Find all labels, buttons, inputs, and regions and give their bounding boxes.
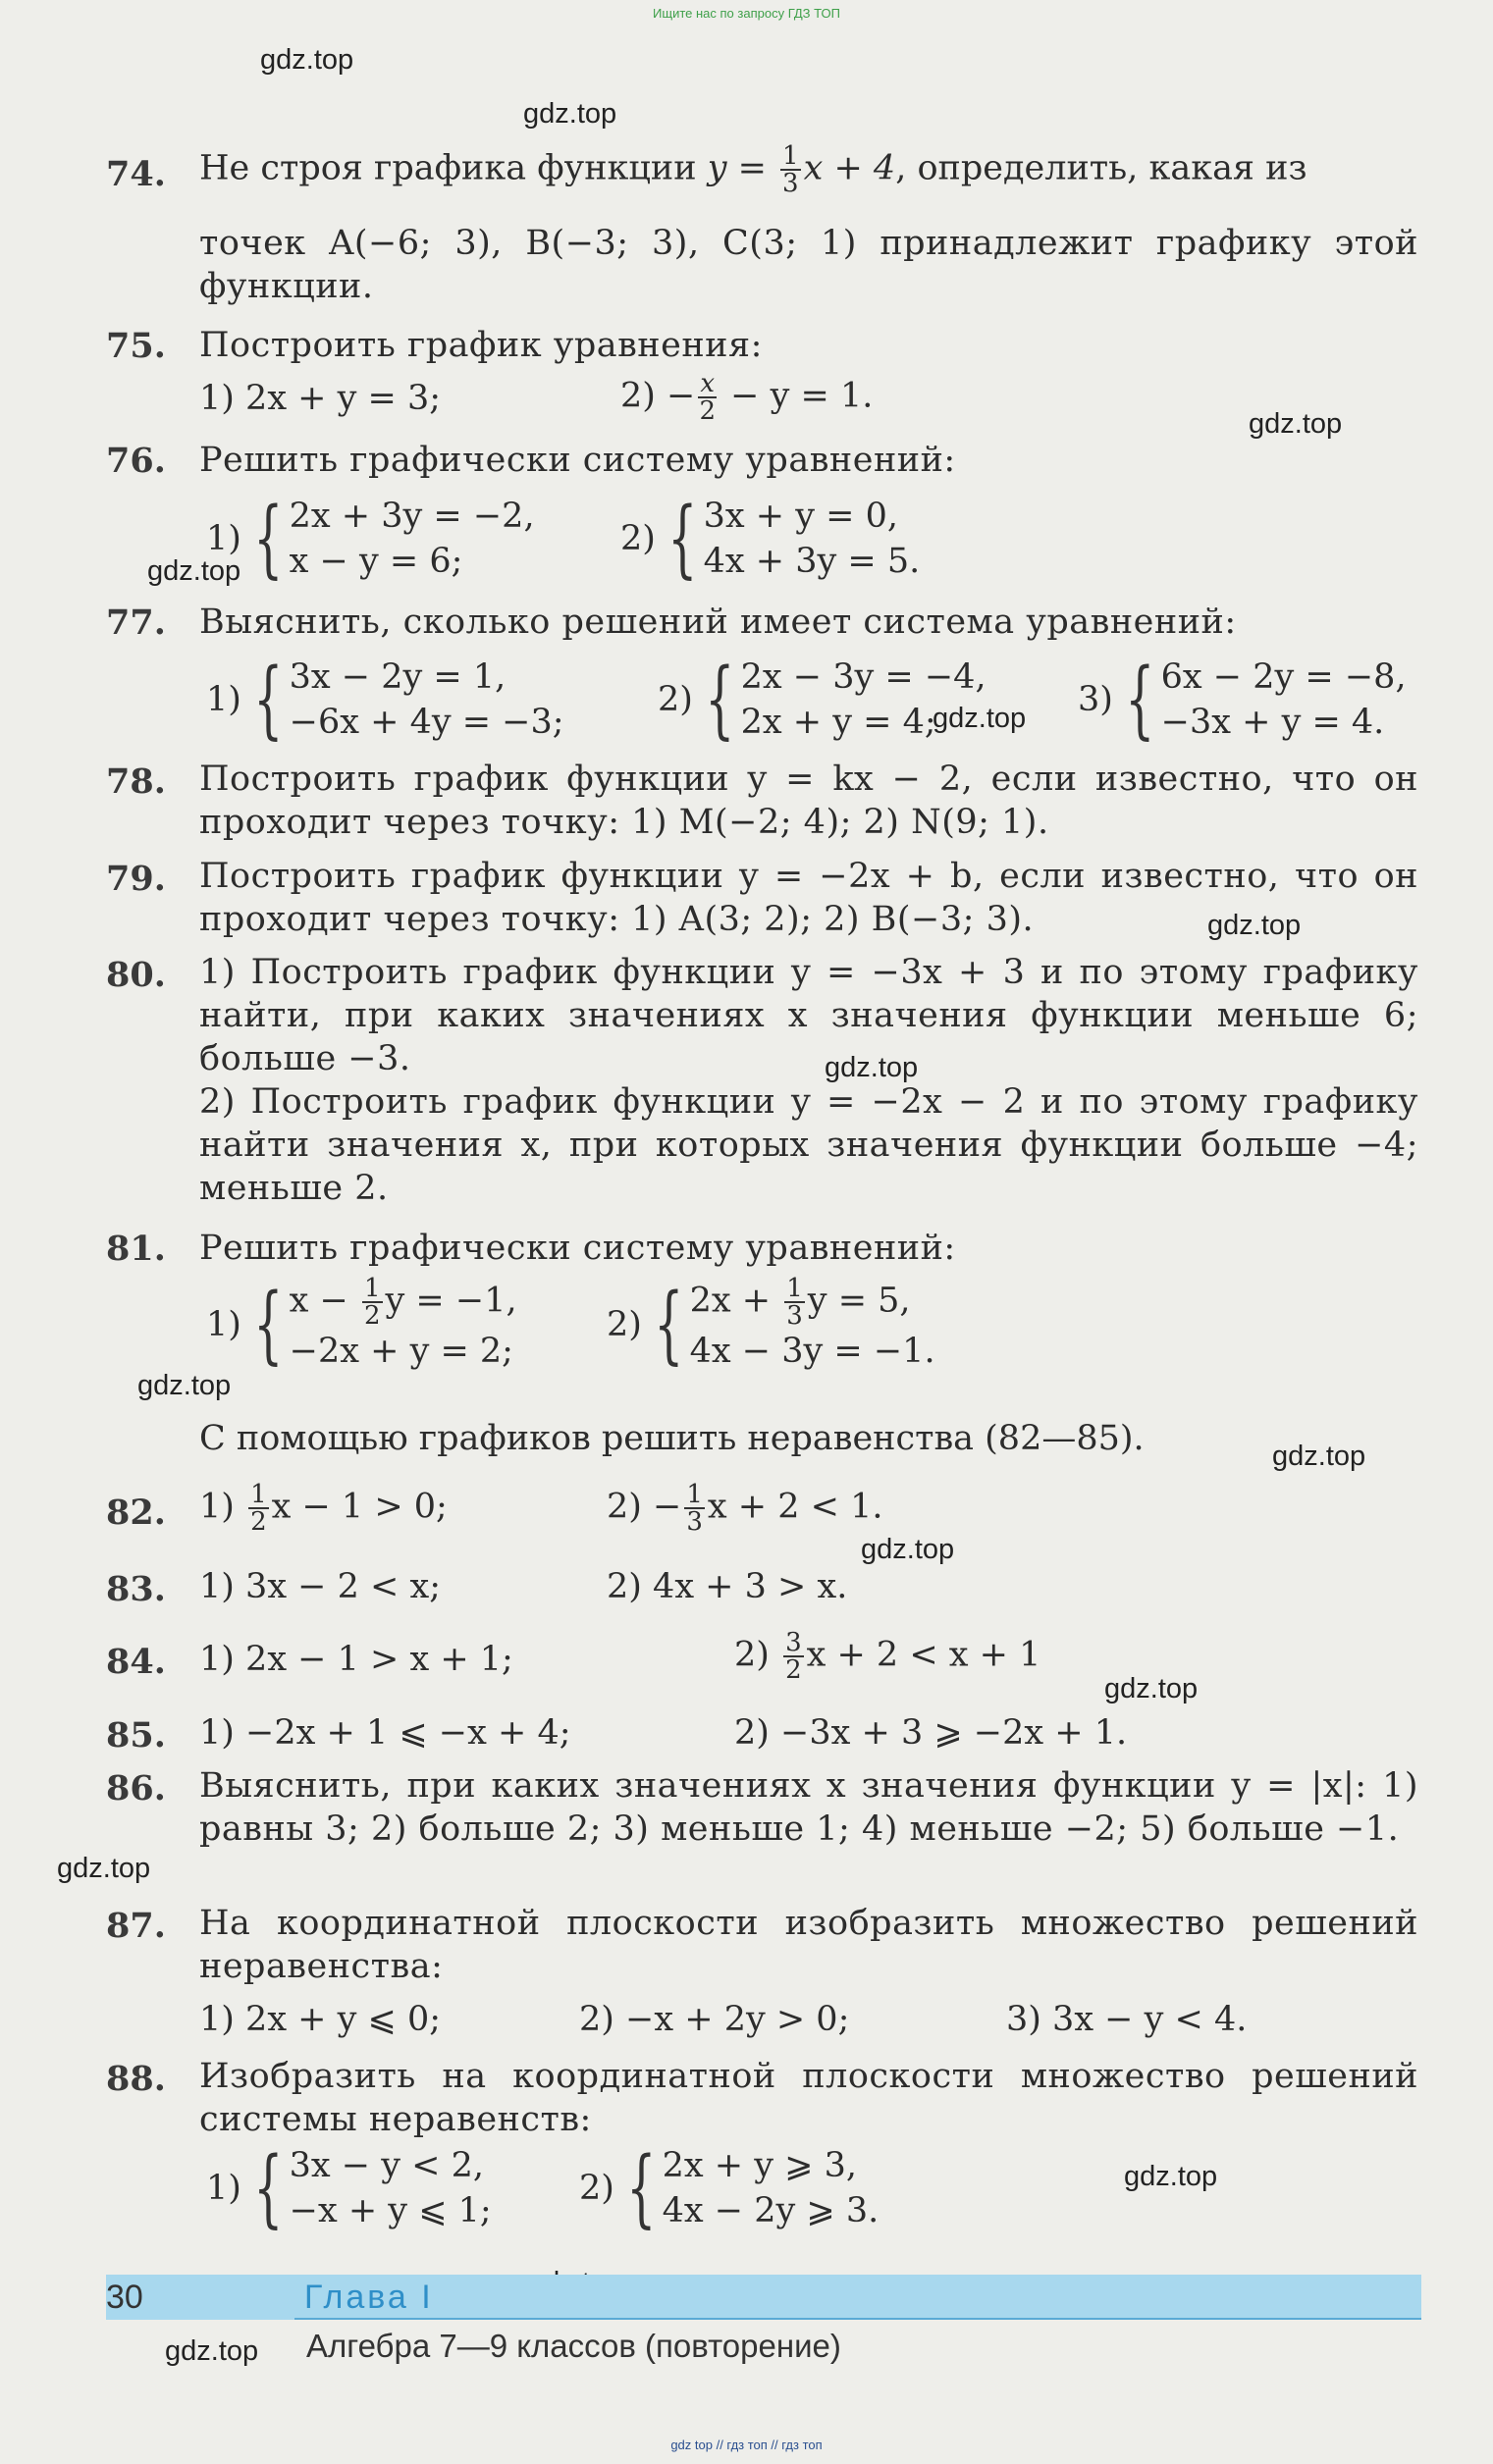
problem-number: 85. [106,1715,166,1756]
problem-85-a: 1) −2x + 1 ⩽ −x + 4; [199,1713,571,1753]
problem-number: 82. [106,1493,166,1533]
watermark: gdz.top [165,2335,259,2367]
system-inequalities: 2) { 2x + y ⩾ 3, 4x − 2y ⩾ 3. [579,2139,880,2237]
system-equations: 2) { 2x − 3y = −4, 2x + y = 4; [658,651,986,749]
problem-74-line1: Не строя графика функции y = $\frac{1}{3}$ x + 4, определить, какая из [199,141,1307,198]
fraction: $\frac{x}{2}$ [699,369,716,426]
problem-87-text: На координатной плоскости изобразить множество решений неравенства: [199,1904,1418,1986]
problem-number: 80. [106,955,166,995]
watermark: gdz.top [260,44,354,76]
problem-84-a: 1) 2x − 1 > x + 1; [199,1640,513,1679]
problem-78-text: Построить график функции y = kx − 2, если известно, что он проходит через точку: 1) M(−2; 4); 2) N(9; 1). [199,760,1418,842]
problem-number: 79. [106,859,166,899]
problem-88-text: Изобразить на координатной плоскости множество решений системы неравенств: [199,2057,1418,2139]
chapter-title: Глава I [304,2279,434,2316]
system-equations: 2) { 2x + $\frac{1}{3}$ y = 5, 4x − 3y = −1. [607,1274,935,1374]
problem-77-text: Выяснить, сколько решений имеет система уравнений: [199,603,1237,642]
problem-76-text: Решить графически систему уравнений: [199,441,956,480]
watermark: gdz.top [1104,1673,1199,1704]
chapter-subtitle: Алгебра 7—9 классов (повторение) [306,2328,841,2364]
problem-82-b: 2) − $\frac{1}{3}$ x + 2 < 1. [607,1480,883,1537]
problem-83-b: 2) 4x + 3 > x. [607,1567,848,1606]
section-heading: С помощью графиков решить неравенства (82—85). [199,1419,1145,1458]
problem-87-c: 3) 3x − y < 4. [1006,2000,1248,2039]
system-equations: 1) { 2x + 3y = −2, x − y = 6; [206,490,535,588]
watermark: gdz.top [523,98,617,130]
problem-number: 87. [106,1906,166,1946]
problem-83-a: 1) 3x − 2 < x; [199,1567,442,1606]
problem-number: 83. [106,1569,166,1609]
problem-74-text: точек A(−6; 3), B(−3; 3), C(3; 1) принадлежит графику этой функции. [199,224,1418,306]
problem-81-text: Решить графически систему уравнений: [199,1229,956,1268]
watermark: gdz.top [825,1052,919,1083]
watermark: gdz.top [1249,408,1343,440]
problem-75-text: Построить график уравнения: [199,326,763,365]
watermark: gdz.top [861,1534,955,1565]
page-number: 30 [106,2279,143,2316]
problem-82-a: 1) $\frac{1}{2}$ x − 1 > 0; [199,1480,448,1537]
problem-80-text-1: 1) Построить график функции y = −3x + 3 и по этому графику найти, при каких значениях x значения функции меньше 6; больше −3. [199,953,1418,1078]
problem-84-b: 2) $\frac{3}{2}$ x + 2 < x + 1 [734,1628,1041,1685]
footer-divider [294,2318,1421,2320]
system-equations: 2) { 3x + y = 0, 4x + 3y = 5. [620,490,921,588]
system-equations: 3) { 6x − 2y = −8, −3x + y = 4. [1078,651,1407,749]
problem-79-text: Построить график функции y = −2x + b, если известно, что он проходит через точку: 1) A(3; 2); 2) B(−3; 3). [199,857,1418,939]
watermark: gdz.top [933,703,1027,734]
problem-number: 75. [106,326,166,366]
top-banner[interactable]: Ищите нас по запросу ГДЗ ТОП [653,6,840,21]
problem-87-a: 1) 2x + y ⩽ 0; [199,2000,442,2039]
problem-85-b: 2) −3x + 3 ⩾ −2x + 1. [734,1713,1128,1753]
problem-number: 81. [106,1229,166,1269]
system-equations: 1) { 3x − 2y = 1, −6x + 4y = −3; [206,651,564,749]
footer-band [106,2275,1421,2320]
problem-number: 76. [106,441,166,481]
problem-75-b: 2) − $\frac{x}{2}$ − y = 1. [620,369,874,426]
watermark: gdz.top [137,1370,232,1401]
watermark: gdz.top [57,1853,151,1884]
bottom-banner[interactable]: gdz top // гдз топ // гдз топ [670,2438,823,2452]
system-inequalities: 1) { 3x − y < 2, −x + y ⩽ 1; [206,2139,492,2237]
problem-87-b: 2) −x + 2y > 0; [579,2000,850,2039]
problem-number: 86. [106,1768,166,1809]
problem-number: 88. [106,2059,166,2099]
problem-75-a: 1) 2x + y = 3; [199,379,442,418]
problem-number: 74. [106,154,166,194]
watermark: gdz.top [147,555,241,587]
problem-80-text-2: 2) Построить график функции y = −2x − 2 и по этому графику найти значения x, при которых значения функции больше −4; меньше 2. [199,1082,1418,1208]
problem-number: 78. [106,761,166,802]
problem-86-text: Выяснить, при каких значениях x значения функции y = |x|: 1) равны 3; 2) больше 2; 3) меньше 1; 4) меньше −2; 5) больше −1. [199,1766,1418,1849]
watermark: gdz.top [1272,1441,1366,1472]
problem-number: 77. [106,603,166,643]
system-equations: 1) { x − $\frac{1}{2}$ y = −1, −2x + y = 2; [206,1274,517,1374]
watermark: gdz.top [1124,2161,1218,2192]
fraction: $\frac{1}{3}$ [782,141,799,198]
problem-number: 84. [106,1642,166,1682]
watermark: gdz.top [1207,910,1302,941]
